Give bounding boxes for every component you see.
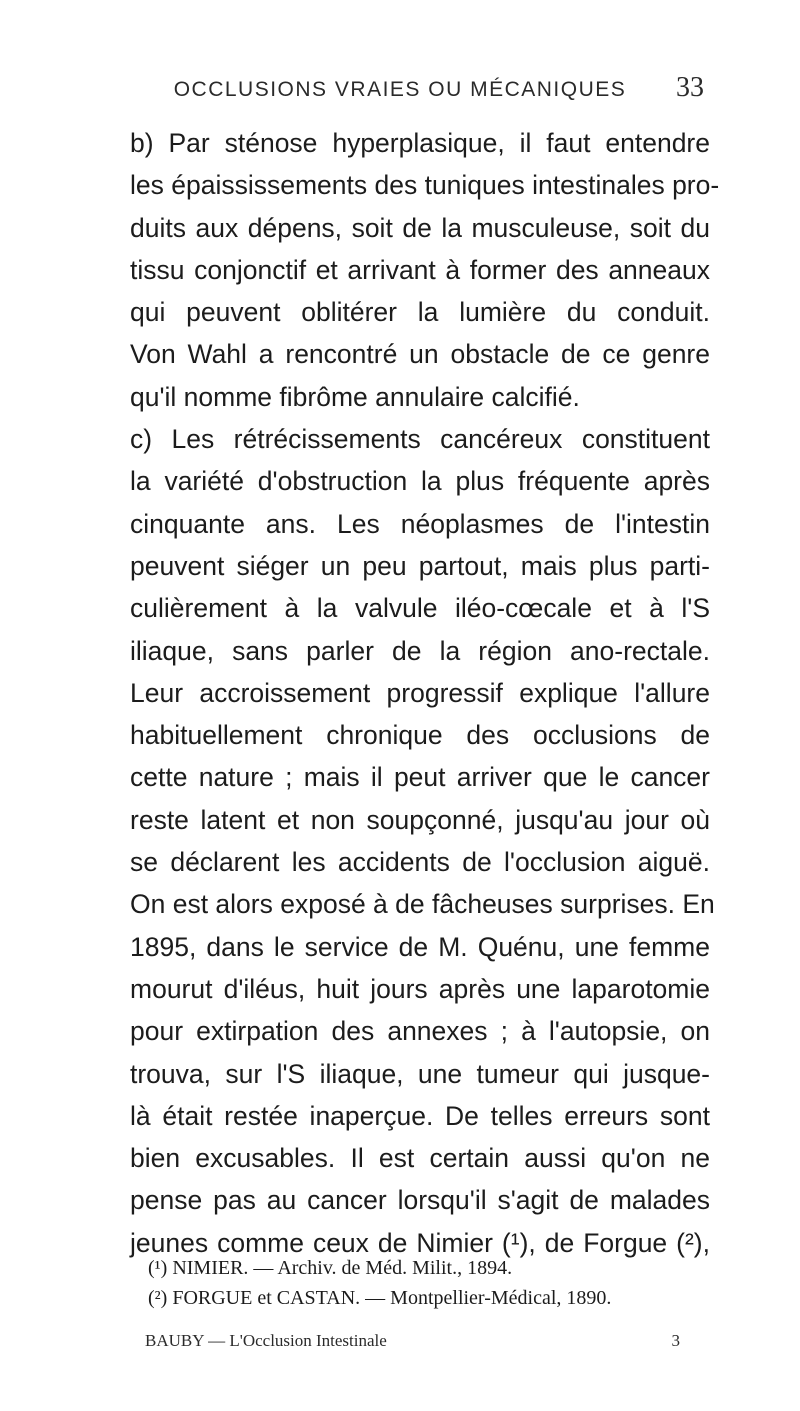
text-line: qui peuvent oblitérer la lumière du conduit.: [130, 297, 710, 328]
signature-text: BAUBY — L'Occlusion Intestinale: [145, 1331, 387, 1350]
text-line: c) Les rétrécissements cancéreux constituent: [130, 424, 710, 455]
footnote: (²) FORGUE et CASTAN. — Montpellier-Médical, 1890.: [148, 1287, 612, 1309]
printer-signature: [145, 1331, 680, 1351]
running-header: OCCLUSIONS VRAIES OU MÉCANIQUES: [173, 78, 627, 101]
text-line: se déclarent les accidents de l'occlusion aiguë.: [130, 847, 710, 878]
text-line: les épaississements des tuniques intestinales pro-: [130, 170, 720, 201]
text-line: 1895, dans le service de M. Quénu, une femme: [130, 931, 710, 962]
page-number: 33: [676, 72, 704, 103]
text-line: reste latent et non soupçonné, jusqu'au jour où: [130, 804, 710, 835]
signature-number: 3: [671, 1331, 680, 1350]
text-line: pense pas au cancer lorsqu'il s'agit de malades: [130, 1185, 710, 1216]
footnote: (¹) NIMIER. — Archiv. de Méd. Milit., 1894.: [148, 1257, 513, 1279]
footnotes: [148, 1253, 710, 1313]
text-line: jeunes comme ceux de Nimier (¹), de Forgue (²),: [130, 1227, 710, 1258]
text-line: tissu conjonctif et arrivant à former des anneaux: [130, 254, 710, 285]
text-line: bien excusables. Il est certain aussi qu'on ne: [130, 1143, 710, 1174]
text-line: trouva, sur l'S iliaque, une tumeur qui jusque-: [130, 1058, 710, 1089]
text-line: mourut d'iléus, huit jours après une laparotomie: [130, 973, 710, 1004]
text-line: culièrement à la valvule iléo-cœcale et à l'S: [130, 593, 710, 624]
text-line: On est alors exposé à de fâcheuses surprises. En: [130, 889, 715, 920]
text-line: b) Par sténose hyperplasique, il faut entendre: [130, 128, 710, 158]
text-line: Leur accroissement progressif explique l'allure: [130, 677, 710, 708]
text-line: iliaque, sans parler de la région ano-rectale.: [130, 635, 710, 666]
text-line: Von Wahl a rencontré un obstacle de ce genre: [130, 339, 710, 370]
body-text: [130, 122, 720, 1264]
text-line: qu'il nomme fibrôme annulaire calcifié.: [130, 381, 580, 412]
text-line: cette nature ; mais il peut arriver que le cancer: [130, 762, 710, 793]
text-line: habituellement chronique des occlusions de: [130, 720, 710, 751]
text-line: pour extirpation des annexes ; à l'autopsie, on: [130, 1016, 710, 1047]
text-line: là était restée inaperçue. De telles erreurs sont: [130, 1100, 710, 1131]
text-line: peuvent siéger un peu partout, mais plus parti-: [130, 550, 710, 581]
text-line: duits aux dépens, soit de la musculeuse, soit du: [130, 212, 710, 243]
text-line: la variété d'obstruction la plus fréquente après: [130, 466, 710, 497]
text-line: cinquante ans. Les néoplasmes de l'intestin: [130, 508, 710, 539]
